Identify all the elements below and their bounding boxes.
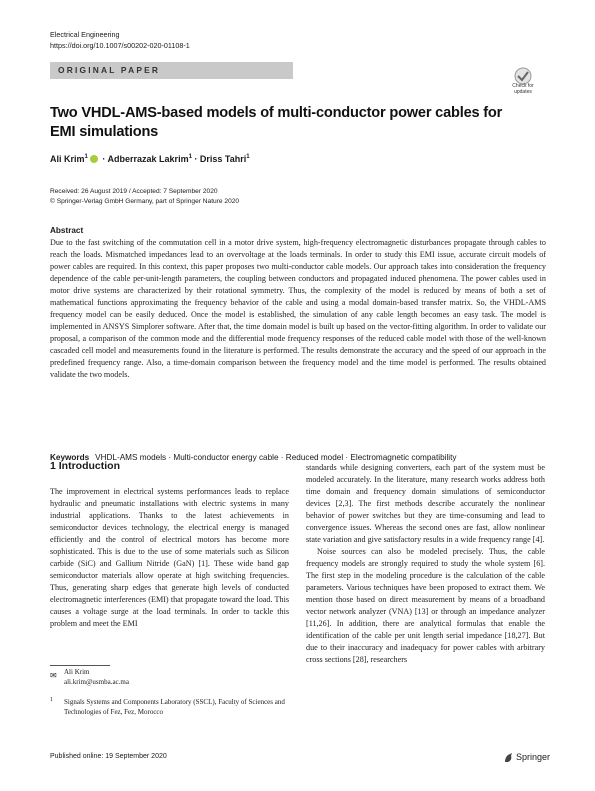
abstract-heading: Abstract xyxy=(50,226,84,235)
affiliation-text: Signals Systems and Components Laboratory (SSCL), Faculty of Sciences and Technologies of Fez, Fez, Morocco xyxy=(64,698,285,716)
journal-name: Electrical Engineering xyxy=(50,30,120,39)
body-column-left: The improvement in electrical systems performances leads to replace hydraulic and pneumatic installations with electric systems in many industrial applications. Thanks to the latest achievements in semiconductor devices technology, the electrical energy is managed efficiently and the control of electrical motors has become more sophisticated. This is due to the use of some materials such as Silicon carbide (SiC) and Gallium Nitride (GaN) [1]. These wide band gap semiconductor materials allow operate at high switching frequencies. Thus, generating sharp edges that generate high levels of conducted electromagnetic interferences (EMI) that propagate toward the load. This causes a voltage surge at the load terminals. In order to tackle this problem and meet the EMI xyxy=(50,487,289,628)
author-name[interactable]: Adberrazak Lakrim xyxy=(107,154,189,164)
author-name[interactable]: Ali Krim xyxy=(50,154,85,164)
copyright-notice: © Springer-Verlag GmbH Germany, part of Springer Nature 2020 xyxy=(50,198,240,205)
affiliation-number: 1 xyxy=(50,697,53,703)
published-online-date: Published online: 19 September 2020 xyxy=(50,753,167,760)
corresponding-author-name: Ali Krim xyxy=(64,668,90,676)
keywords-text: VHDL-AMS models · Multi-conductor energy cable · Reduced model · Electromagnetic compatibility xyxy=(95,453,457,462)
publisher-name: Springer xyxy=(516,752,551,762)
corresponding-author-email[interactable]: ali.krim@usmba.ac.ma xyxy=(64,678,129,686)
body-column-right xyxy=(306,462,545,666)
check-for-updates-label: Check for updates xyxy=(512,83,534,95)
paragraph: standards while designing converters, each part of the system must be modeled accurately. In the literature, many research works address both time domain and frequency domain simulations of semiconductor devices [2,3]. The first methods describe accurately the nonlinear behavior of power switches but they are time-consuming and lead to convergence issues. Whereas the second ones are fast, allow nonlinear state variation and give satisfactory results in a wide frequency range [4]. xyxy=(306,463,545,544)
author-affil-mark: 1 xyxy=(246,154,250,160)
abstract-text: Due to the fast switching of the commutation cell in a motor drive system, high-frequency electromagnetic disturbances propagate through cables to reach the loads. Mismatched impedances lead to an overvoltage at the loads terminals. In order to study this EMI issue, accurate circuit models of power cables are required. In this context, this paper proposes two multi-conductor cable models. Our approach takes into consideration the frequency dependence of the cable per-unit-length parameters, the coupling between conductors and propagated induced phenomena. The power cables used in motor drive systems are characterized by their rotational symmetry. Thus, the complexity of the model is reduced by means of both a set of mathematical functions approximating the frequency behavior of the cable and using a modal domain-based transfer matrix. So, the VHDL-AMS frequency model can be easily deduced. Once the model is established, the simulation of any cable length becomes an easy task. The model is implemented in ANSYS Simplorer software. After that, the time domain model is built up based on the vector-fitting algorithm. In order to validate our proposal, a comparison of the common mode and the differential mode frequency responses of the reduced cable model with those of the well-known cascaded cell model and measurements found in the literature is performed. The results demonstrate the accuracy and the speed of our approach in the predefined frequency range. Also, a time-domain comparison between the frequency model and the time model is performed. The results obtained validate the two models. xyxy=(50,238,546,379)
section-heading: 1 Introduction xyxy=(50,460,120,472)
paragraph: Noise sources can also be modeled precisely. Thus, the cable frequency models are strongly required to study the whole system [6]. The first step in the modeling procedure is the calculation of the cable parameters. Various techniques have been proposed to extract them. We mention those based on direct measurement by means of a broadband vector network analyzer (VNA) [13] or through an impedance analyzer [11,26]. In addition, there are analytical formulas that enable the identification of the cable per unit length serial impedance [18,27]. But due to their inaccuracy and inadequacy for power cables with arbitrary cross sections [28], researchers xyxy=(306,547,545,664)
springer-horse-icon xyxy=(503,752,514,763)
keywords-label: Keywords xyxy=(50,453,90,462)
author-affil-mark: 1 xyxy=(84,154,88,160)
article-title: Two VHDL-AMS-based models of multi-conductor power cables for EMI simulations xyxy=(50,105,503,140)
article-type-banner xyxy=(50,62,293,79)
received-accepted-dates: Received: 26 August 2019 / Accepted: 7 September 2020 xyxy=(50,188,218,195)
author-list: Ali Krim$^1$ · Adberrazak Lakrim$^1$ · Driss Tahri$^1$ xyxy=(50,154,250,164)
doi-link[interactable]: https://doi.org/10.1007/s00202-020-01108-1 xyxy=(50,41,190,50)
author-name[interactable]: Driss Tahri xyxy=(199,154,247,164)
mail-icon: ✉ xyxy=(50,671,57,680)
author-affil-mark: 1 xyxy=(188,154,192,160)
footnote-rule xyxy=(50,665,110,666)
article-type-label: ORIGINAL PAPER xyxy=(58,65,161,75)
orcid-icon[interactable] xyxy=(90,155,98,163)
